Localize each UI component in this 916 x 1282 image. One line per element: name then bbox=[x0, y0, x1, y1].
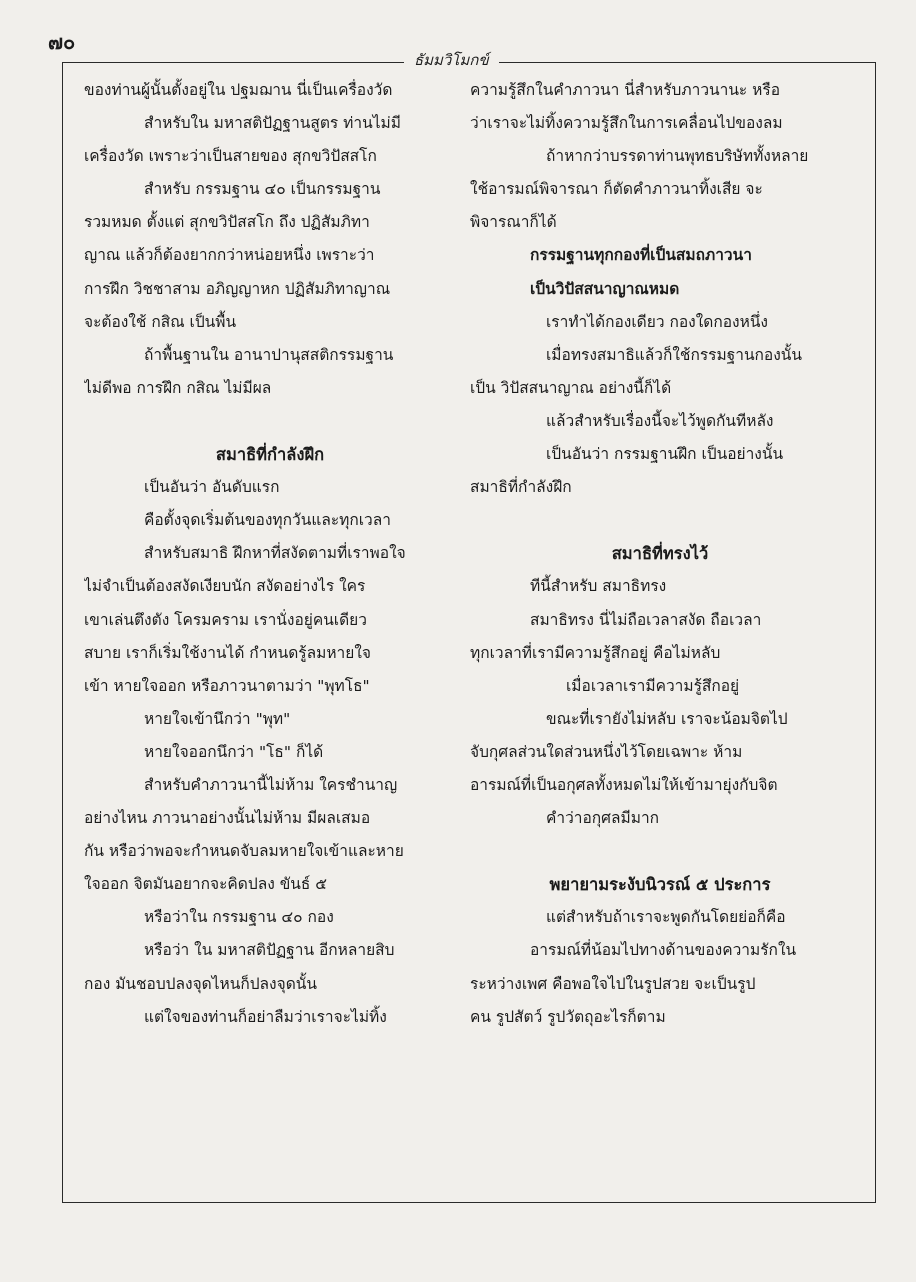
left-column bbox=[84, 74, 456, 1034]
text-line: ทีนี้สำหรับ สมาธิทรง bbox=[530, 577, 667, 596]
text-line: เมื่อเวลาเรามีความรู้สึกอยู่ bbox=[566, 676, 740, 695]
text-line: หรือว่า ใน มหาสติปัฏฐาน อีกหลายสิบ bbox=[144, 941, 395, 960]
text-line: ไม่จำเป็นต้องสงัดเงียบนัก สงัดอย่างไร ใคร bbox=[84, 577, 366, 596]
text-line: พิจารณาก็ได้ bbox=[470, 213, 557, 232]
text-line: สำหรับคำภาวนานี้ไม่ห้าม ใครชำนาญ bbox=[144, 775, 398, 794]
blank-line bbox=[84, 405, 456, 438]
section-heading: สมาธิที่ทรงไว้ bbox=[611, 544, 709, 564]
text-line: เครื่องวัด เพราะว่าเป็นสายของ สุกขวิปัสสโก bbox=[84, 147, 377, 166]
page-number: ๗๐ bbox=[48, 30, 76, 54]
text-line: สำหรับใน มหาสติปัฏฐานสูตร ท่านไม่มี bbox=[144, 114, 401, 133]
text-line: สำหรับ กรรมฐาน ๔๐ เป็นกรรมฐาน bbox=[144, 180, 381, 199]
text-line: ไม่ดีพอ การฝึก กสิณ ไม่มีผล bbox=[84, 378, 272, 397]
text-line: ญาณ แล้วก็ต้องยากกว่าหน่อยหนึ่ง เพราะว่า bbox=[84, 246, 375, 265]
text-line: คน รูปสัตว์ รูปวัตถุอะไรก็ตาม bbox=[470, 1007, 666, 1026]
text-line: สมาธิทรง นี่ไม่ถือเวลาสงัด ถือเวลา bbox=[530, 610, 762, 629]
text-line: แต่สำหรับถ้าเราจะพูดกันโดยย่อก็คือ bbox=[546, 908, 786, 927]
right-column bbox=[470, 74, 850, 1034]
blank-line bbox=[470, 835, 850, 868]
text-line: ของท่านผู้นั้นตั้งอยู่ใน ปฐมฌาน นี่เป็นเครื่องวัด bbox=[84, 81, 393, 99]
text-line: จับกุศลส่วนใดส่วนหนึ่งไว้โดยเฉพาะ ห้าม bbox=[470, 742, 743, 761]
running-title: ธัมมวิโมกข์ bbox=[404, 48, 499, 72]
text-line: หรือว่าใน กรรมฐาน ๔๐ กอง bbox=[144, 908, 334, 927]
text-line: ความรู้สึกในคำภาวนา นี่สำหรับภาวนานะ หรือ bbox=[470, 81, 781, 99]
text-line: เป็นอันว่า กรรมฐานฝึก เป็นอย่างนั้น bbox=[546, 445, 784, 464]
text-line: แล้วสำหรับเรื่องนี้จะไว้พูดกันทีหลัง bbox=[546, 411, 774, 430]
blank-line bbox=[470, 504, 850, 537]
section-heading: สมาธิที่กำลังฝึก bbox=[215, 445, 325, 465]
text-line: ว่าเราจะไม่ทิ้งความรู้สึกในการเคลื่อนไปของลม bbox=[470, 114, 783, 133]
text-line: ขณะที่เรายังไม่หลับ เราจะน้อมจิตไป bbox=[546, 709, 788, 728]
text-line: ใช้อารมณ์พิจารณา ก็ตัดคำภาวนาทิ้งเสีย จะ bbox=[470, 180, 763, 199]
text-line: หายใจเข้านึกว่า "พุท" bbox=[144, 709, 291, 728]
text-line: ทุกเวลาที่เรามีความรู้สึกอยู่ คือไม่หลับ bbox=[470, 643, 721, 662]
text-line: การฝึก วิชชาสาม อภิญญาหก ปฏิสัมภิทาญาณ bbox=[84, 279, 391, 298]
text-line: เป็น วิปัสสนาญาณ อย่างนี้ก็ได้ bbox=[470, 378, 672, 397]
text-line: เข้า หายใจออก หรือภาวนาตามว่า "พุทโธ" bbox=[84, 676, 370, 695]
text-line: ถ้าหากว่าบรรดาท่านพุทธบริษัททั้งหลาย bbox=[546, 147, 809, 166]
text-line: ถ้าพื้นฐานใน อานาปานุสสติกรรมฐาน bbox=[144, 345, 394, 364]
text-line: อารมณ์ที่เป็นอกุศลทั้งหมดไม่ให้เข้ามายุ่งกับจิต bbox=[470, 775, 778, 794]
text-line: อารมณ์ที่น้อมไปทางด้านของความรักใน bbox=[530, 941, 797, 960]
text-line: กัน หรือว่าพอจะกำหนดจับลมหายใจเข้าและหาย bbox=[84, 842, 404, 861]
text-line: ระหว่างเพศ คือพอใจไปในรูปสวย จะเป็นรูป bbox=[470, 974, 756, 993]
text-line: คำว่าอกุศลมีมาก bbox=[546, 809, 660, 828]
text-line: เราทำได้กองเดียว กองใดกองหนึ่ง bbox=[546, 312, 768, 331]
text-line: เป็นวิปัสสนาญาณหมด bbox=[530, 279, 680, 298]
text-line: เป็นอันว่า อันดับแรก bbox=[144, 478, 280, 497]
text-line: จะต้องใช้ กสิณ เป็นพื้น bbox=[84, 312, 237, 331]
text-line: รวมหมด ตั้งแต่ สุกขวิปัสสโก ถึง ปฏิสัมภิทา bbox=[84, 213, 370, 232]
text-line: หายใจออกนึกว่า "โธ" ก็ได้ bbox=[144, 742, 324, 761]
text-line: เขาเล่นตึงตัง โครมคราม เรานั่งอยู่คนเดียว bbox=[84, 610, 367, 629]
section-heading: พยายามระงับนิวรณ์ ๕ ประการ bbox=[549, 875, 771, 895]
text-line: ใจออก จิตมันอยากจะคิดปลง ขันธ์ ๕ bbox=[84, 875, 328, 894]
text-line: กอง มันชอบปลงจุดไหนก็ปลงจุดนั้น bbox=[84, 974, 317, 993]
text-line: สำหรับสมาธิ ฝึกหาที่สงัดตามที่เราพอใจ bbox=[144, 544, 406, 563]
text-line: กรรมฐานทุกกองที่เป็นสมถภาวนา bbox=[530, 246, 752, 265]
text-line: อย่างไหน ภาวนาอย่างนั้นไม่ห้าม มีผลเสมอ bbox=[84, 809, 371, 828]
text-line: แต่ใจของท่านก็อย่าลืมว่าเราจะไม่ทิ้ง bbox=[144, 1007, 387, 1026]
text-line: เมื่อทรงสมาธิแล้วก็ใช้กรรมฐานกองนั้น bbox=[546, 345, 802, 364]
text-line: สมาธิที่กำลังฝึก bbox=[470, 478, 572, 497]
text-line: คือตั้งจุดเริ่มต้นของทุกวันและทุกเวลา bbox=[144, 511, 391, 530]
text-line: สบาย เราก็เริ่มใช้งานได้ กำหนดรู้ลมหายใจ bbox=[84, 643, 371, 662]
